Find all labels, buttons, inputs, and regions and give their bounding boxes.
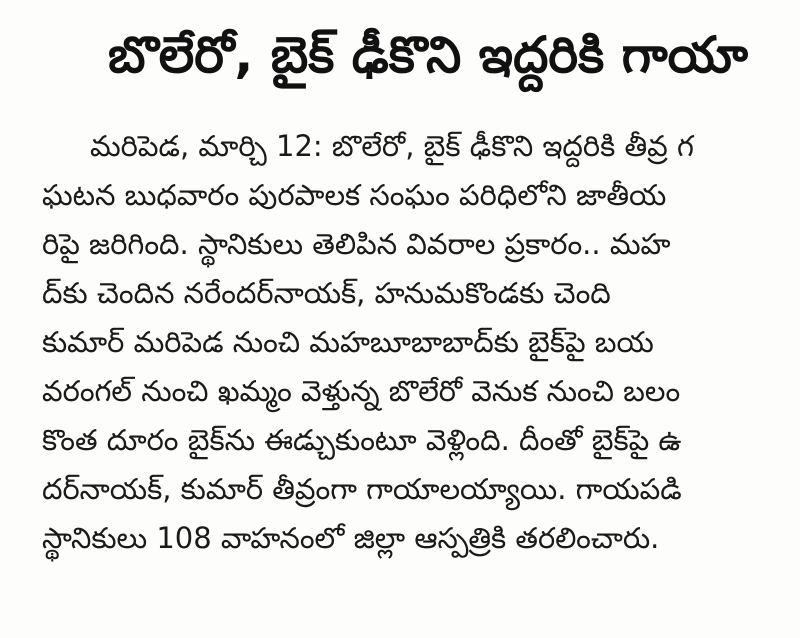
article-line-9: స్థానికులు 108 వాహనంలో జిల్లా ఆస్పత్రికి తరలించారు. (42, 521, 660, 555)
article-body (42, 122, 800, 563)
article-line-7: కొంత దూరం బైక్‌ను ఈడ్చుకుంటూ వెళ్లింది. దీంతో బైక్‌పై ఉ (42, 423, 682, 457)
article-line-6: వరంగల్ నుంచి ఖమ్మం వెళ్తున్న బొలేరో వెనుక నుంచి బలం (42, 374, 681, 408)
article-line-8: దర్‌నాయక్, కుమార్ తీవ్రంగా గాయాలయ్యాయి. గాయపడి (42, 472, 682, 506)
article-line-5: కుమార్ మరిపెడ నుంచి మహబూబాబాద్‌కు బైక్‌పై బయ (42, 325, 654, 359)
article-line-4: ద్‌కు చెందిన నరేందర్‌నాయక్, హనుమకొండకు చెంది (42, 276, 611, 310)
headline: బొలేరో, బైక్ ఢీకొని ఇద్దరికి గాయా (108, 26, 748, 84)
article-line-1: మరిపెడ, మార్చి 12: బొలేరో, బైక్ ఢీకొని ఇద్దరికి తీవ్ర గ (90, 129, 694, 163)
article-line-3: రిపై జరిగింది. స్థానికులు తెలిపిన వివరాల ప్రకారం.. మహ (42, 227, 671, 261)
article-line-2: ఘటన బుధవారం పురపాలక సంఘం పరిధిలోని జాతీయ (42, 178, 667, 212)
